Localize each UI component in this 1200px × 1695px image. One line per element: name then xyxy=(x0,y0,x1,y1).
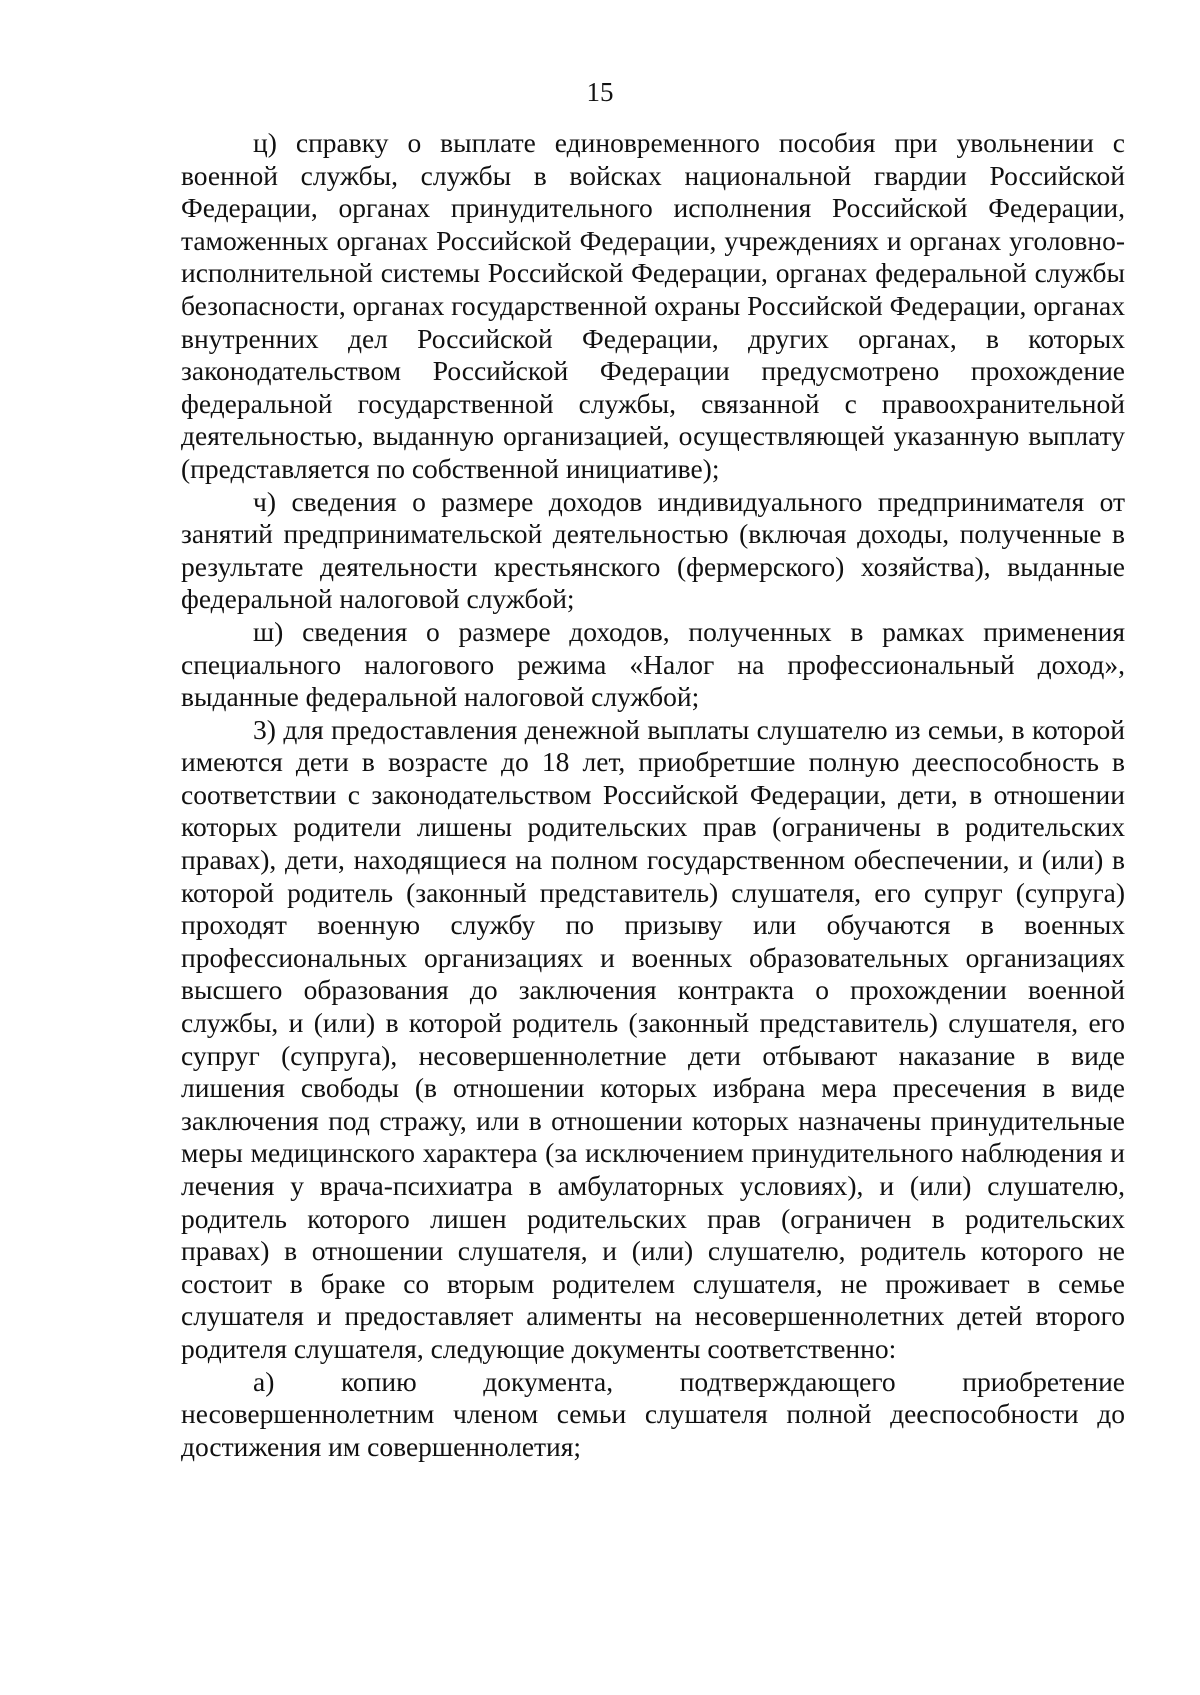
paragraph-ch: ч) сведения о размере доходов индивидуального предпринимателя от занятий предпринимательской деятельностью (включая доходы, полученные в результате деятельности крестьянского (фермерского) хозяйства), выданные федеральной налоговой службой; xyxy=(181,485,1125,615)
document-body xyxy=(181,127,1125,1463)
paragraph-a: а) копию документа, подтверждающего приобретение несовершеннолетним членом семьи слушателя полной дееспособности до достижения им совершеннолетия; xyxy=(181,1365,1125,1462)
paragraph-3: 3) для предоставления денежной выплаты слушателю из семьи, в которой имеются дети в возрасте до 18 лет, приобретшие полную дееспособность в соответствии с законодательством Российской Федерации, дети, в отношении которых родители лишены родительских прав (ограничены в родительских правах), дети, находящиеся на полном государственном обеспечении, и (или) в которой родитель (законный представитель) слушателя, его супруг (супруга) проходят военную службу по призыву или обучаются в военных профессиональных организациях и военных образовательных организациях высшего образования до заключения контракта о прохождении военной службы, и (или) в которой родитель (законный представитель) слушателя, его супруг (супруга), несовершеннолетние дети отбывают наказание в виде лишения свободы (в отношении которых избрана мера пресечения в виде заключения под стражу, или в отношении которых назначены принудительные меры медицинского характера (за исключением принудительного наблюдения и лечения у врача-психиатра в амбулаторных условиях), и (или) слушателю, родитель которого лишен родительских прав (ограничен в родительских правах) в отношении слушателя, и (или) слушателю, родитель которого не состоит в браке со вторым родителем слушателя, не проживает в семье слушателя и предоставляет алименты на несовершеннолетних детей второго родителя слушателя, следующие документы соответственно: xyxy=(181,713,1125,1364)
paragraph-sh: ш) сведения о размере доходов, полученных в рамках применения специального налогового режима «Налог на профессиональный доход», выданные федеральной налоговой службой; xyxy=(181,615,1125,713)
paragraph-ts: ц) справку о выплате единовременного пособия при увольнении с военной службы, службы в войсках национальной гвардии Российской Федерации, органах принудительного исполнения Российской Федерации, таможенных органах Российской Федерации, учреждениях и органах уголовно-исполнительной системы Российской Федерации, органах федеральной службы безопасности, органах государственной охраны Российской Федерации, органах внутренних дел Российской Федерации, других органах, в которых законодательством Российской Федерации предусмотрено прохождение федеральной государственной службы, связанной с правоохранительной деятельностью, выданную организацией, осуществляющей указанную выплату (представляется по собственной инициативе); xyxy=(181,127,1125,484)
page-number: 15 xyxy=(586,77,614,107)
